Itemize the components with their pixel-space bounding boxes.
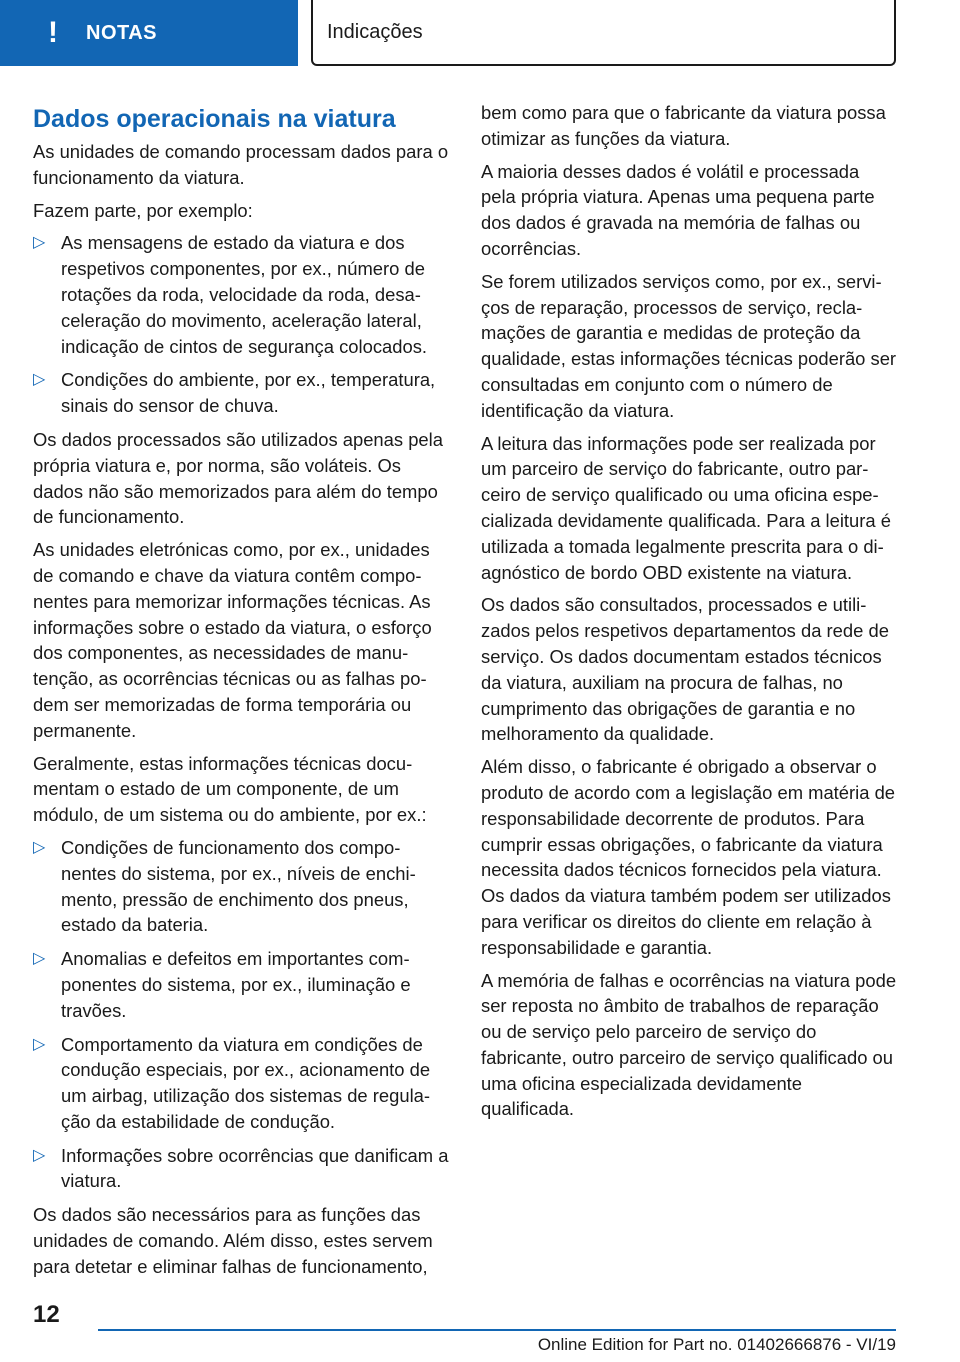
list-item xyxy=(33,1143,449,1195)
list-item-text: Comportamento da viatura em condições de condução especiais, por ex., acionamento de um airbag, utilização dos sistemas de regulação da estabilidade de condução. xyxy=(61,1033,431,1132)
triangle-bullet-icon: ▷ xyxy=(33,234,46,252)
notes-tab-label: NOTAS xyxy=(86,21,158,44)
triangle-bullet-icon: ▷ xyxy=(33,371,46,389)
list-item-text: Condições de funcionamento dos componentes do sistema, por ex., níveis de enchimento, pressão de enchimento dos pneus, estado da bateria. xyxy=(61,836,416,936)
paragraph: Geralmente, estas informações técnicas documentam o estado de um componente, de um módulo, de um sistema ou do ambiente, por ex.: xyxy=(33,752,427,826)
paragraph: A leitura das informações pode ser realizada por um parceiro de serviço do fabricante, outro parceiro de serviço qualificado ou uma oficina especializada devidamente qualificada. Para a leitura é utilizada a tomada legalmente prescrita para o diagnóstico de bordo OBD existente na viatura. xyxy=(481,432,891,583)
list-item xyxy=(33,230,449,359)
triangle-bullet-icon: ▷ xyxy=(33,1035,46,1053)
list-item xyxy=(33,835,449,938)
exclamation-icon: ! xyxy=(48,16,58,49)
list-item xyxy=(33,367,449,419)
paragraph: As unidades de comando processam dados para o funcionamento da viatura. xyxy=(33,141,449,188)
paragraph: Fazem parte, por exemplo: xyxy=(33,199,253,221)
paragraph: A memória de falhas e ocorrências na viatura pode ser reposta no âmbito de trabalhos de reparação ou de serviço pelo parceiro de serviço do fabricante, outro parceiro de serviço qualificado ou uma oficina especializada devidamente qualificada. xyxy=(481,969,897,1120)
list-item-text: Anomalias e defeitos em importantes componentes do sistema, por ex., iluminação e travões. xyxy=(61,948,411,1021)
paragraph: As unidades eletrónicas como, por ex., unidades de comando e chave da viatura contêm componentes para memorizar informações técnicas. As informações sobre o estado da viatura, o esforço dos componentes, as necessidades de manutenção, as ocorrências técnicas ou as falhas podem ser memorizadas de forma temporária ou permanente. xyxy=(33,539,432,741)
paragraph: Os dados são necessários para as funções das unidades de comando. Além disso, estes servem para detetar e eliminar falhas de funcionamento, xyxy=(33,1204,433,1277)
left-column xyxy=(33,100,449,1287)
bullet-list xyxy=(33,835,449,1194)
edition-footer: Online Edition for Part no. 01402666876 - VI/19 xyxy=(537,1335,896,1354)
list-item xyxy=(33,1032,449,1135)
section-tab xyxy=(311,0,896,66)
paragraph: Os dados processados são utilizados apenas pela própria viatura e, por norma, são voláteis. Os dados não são memorizados para além do tempo de funcionamento. xyxy=(33,428,443,528)
list-item-text: Informações sobre ocorrências que danificam a viatura. xyxy=(61,1144,449,1192)
footer-divider xyxy=(98,1329,896,1331)
list-item-text: Condições do ambiente, por ex., temperatura, sinais do sensor de chuva. xyxy=(61,369,436,417)
triangle-bullet-icon: ▷ xyxy=(33,1146,46,1164)
paragraph: A maioria desses dados é volátil e processada pela própria viatura. Apenas uma pequena parte dos dados é gravada na memória de falhas ou ocorrências. xyxy=(481,160,875,259)
page-title: Dados operacionais na viatura xyxy=(33,105,396,133)
list-item-text: As mensagens de estado da viatura e dos respetivos componentes, por ex., número de rotações da roda, velocidade da roda, desaceleração do movimento, aceleração lateral, indicação de cintos de segurança colocados. xyxy=(61,232,428,357)
triangle-bullet-icon: ▷ xyxy=(33,950,46,968)
page-number: 12 xyxy=(33,1301,60,1328)
paragraph: Se forem utilizados serviços como, por ex., serviços de reparação, processos de serviço, reclamações de garantia e medidas de proteção da qualidade, estas informações técnicas poderão ser consultadas em conjunto com o número de identificação da viatura. xyxy=(481,270,897,421)
paragraph: Os dados são consultados, processados e utilizados pelos respetivos departamentos da rede de serviço. Os dados documentam estados técnicos da viatura, auxiliam na procura de falhas, no cumprimento das obrigações de garantia e no melhoramento da qualidade. xyxy=(481,594,889,745)
list-item xyxy=(33,946,449,1023)
notes-tab xyxy=(0,0,298,66)
section-tab-label: Indicações xyxy=(327,20,423,43)
bullet-list xyxy=(33,230,449,419)
triangle-bullet-icon: ▷ xyxy=(33,838,46,856)
paragraph: bem como para que o fabricante da viatura possa otimizar as funções da viatura. xyxy=(481,102,886,149)
right-column xyxy=(481,100,897,1129)
paragraph: Além disso, o fabricante é obrigado a observar o produto de acordo com a legislação em matéria de responsabilidade decorrente de produtos. Para cumprir essas obrigações, o fabricante da viatura necessita dados técnicos fornecidos pela viatura. Os dados da viatura também podem ser utilizados para verificar os direitos do cliente em relação à responsabilidade e garantia. xyxy=(481,756,896,958)
